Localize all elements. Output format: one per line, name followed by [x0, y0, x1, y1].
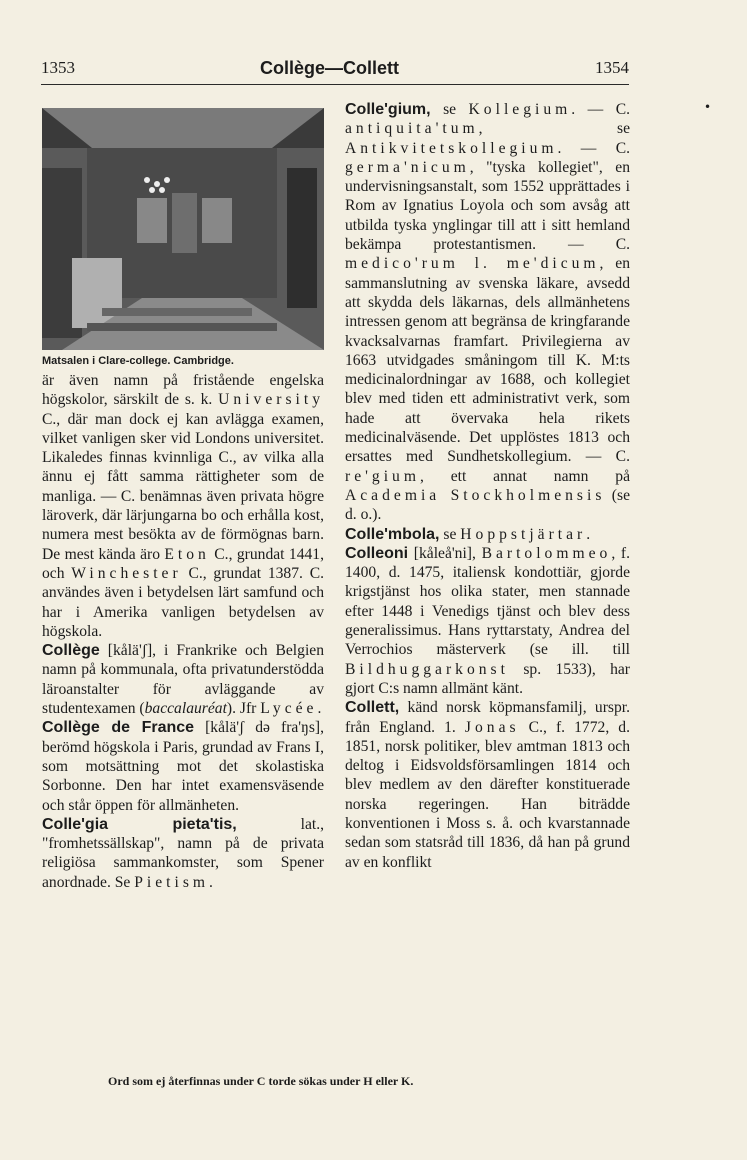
right-column	[345, 100, 630, 872]
entry-collegia-pietatis: Colle'gia pieta'tis, lat., "fromhetssällskap", namn på de privata religiösa sammankomster, som Spener anordnade. Se Pietism.	[42, 815, 324, 891]
xref-winchester: Winchester	[71, 564, 182, 582]
margin-dot: •	[704, 100, 712, 114]
entry-collegium: Colle'gium, se Kollegium. — C. antiquita'tum, se Antikvitetskollegium. — C. germa'nicum, "tyska kollegiet", en undervisningsanstalt, som 1552 upprättades i Rom av Ignatius Loyola och som avsåg att utbilda tyska ynglingar till att i sitt hemland bekämpa protestantismen. — C. medico'rum l. me'dicum, en sammanslutning av svenska läkare, avsedd att skydda dels läkarnas, dels allmänhetens intressen genom att begränsa de kringfarande kvacksalvarnas framfart. Privilegierna av 1663 utvidgades småningom till K. M:ts medicinalordningar av 1688, och kollegiet blev med tiden ett administrativt verk, som hade att övervaka hela rikets medicinalväsende. Det upplöstes 1813 och ersattes med Sundhetskollegium. — C. re'gium, ett annat namn på Academia Stockholmensis (se d. o.).	[345, 101, 630, 524]
xref-pietism[interactable]: Pietism	[134, 873, 210, 891]
xref-academia[interactable]: Academia Stockholmensis	[345, 486, 606, 504]
entry-college-continued: är även namn på fristående engelska högskolor, särskilt de s. k. University C., där man dock ej kan avlägga examen, vilket vanligen sker vid Londons universitet. Likaledes finnas kvinnliga C., av vilka alla ännu ej fått samma rättigheter som de manliga. — C. benämnas även privata högre läroverk, där lärjungarna bo och erhålla kost, numera mest besökta av de förmögnas barn. De mest kända äro Eton C., grundat 1441, och Winchester C., grundat 1387. C. användes även i betydelsen lärt samfund och har i Amerika vanligen betydelsen av högskola.	[42, 372, 324, 640]
xref-lycee[interactable]: Lycée	[260, 700, 318, 718]
page-footer: Ord som ej återfinnas under C torde sökas under H eller K.	[108, 1074, 414, 1088]
headword: Collège de France	[42, 719, 195, 737]
xref-bildhuggarkonst[interactable]: Bildhuggarkonst	[345, 660, 509, 678]
headword: Colleoni	[345, 544, 409, 562]
xref-antikvitetskollegium[interactable]: Antikvitetskollegium	[345, 139, 558, 157]
left-column	[42, 100, 324, 892]
header-rule	[41, 84, 629, 85]
entry-colleoni: Colleoni [kåleå'ni], Bartolommeo, f. 1400, d. 1475, italiensk kondottiär, gjorde krigstjänst hos olika stater, men stannade efter 1448 i Venedigs tjänst och blev dess generalissimus. Hans ryttarstaty, Andrea del Verrochios mästerverk (se ill. till Bildhuggarkonst sp. 1533), har gjort C:s namn allmänt känt.	[345, 544, 631, 697]
xref-eton: Eton	[164, 545, 210, 563]
hall-illustration	[42, 108, 324, 350]
entry-collembola: Colle'mbola, se Hoppstjärtar.	[345, 525, 591, 543]
entry-college-de-france: Collège de France [kålä'ʃ də fra'ŋs], berömd högskola i Paris, grundad av Frans I, som motsättning mot det skolastiska Sorbonne. Den har intet examensväsende och står öppen för allmänheten.	[42, 719, 324, 814]
page-title: Collège—Collett	[260, 58, 400, 78]
xref-university[interactable]: University	[218, 391, 324, 409]
headword: Collège	[42, 642, 100, 660]
figure-caption: Matsalen i Clare-college. Cambridge.	[42, 355, 234, 367]
headword: Colle'gium,	[345, 101, 431, 118]
entry-collett: Collett, känd norsk köpmansfamilj, urspr. från England. 1. Jonas C., f. 1772, d. 1851, norsk politiker, blev amtman 1813 och deltog i Eidsvoldsförsamlingen 1814 och blev medlem av den därefter konstituerade norska regeringen. Han biträdde konventionen i Moss s. å. och kvarstannade sedan som statsråd till 1836, då han på grund av en konflikt	[345, 699, 630, 871]
headword: Collett,	[345, 699, 400, 717]
headword: Colle'mbola,	[345, 525, 440, 543]
page-number-left: 1353	[41, 58, 75, 77]
xref-hoppstjartar[interactable]: Hoppstjärtar	[460, 525, 587, 543]
xref-kollegium[interactable]: Kollegium	[468, 101, 572, 118]
page-number-right: 1354	[595, 58, 629, 77]
headword: Colle'gia pieta'tis,	[42, 815, 237, 833]
entry-college-fr: Collège [kålä'ʃ], i Frankrike och Belgien namn på kommunala, ofta privatunderstödda läroanstalter för avläggande av studentexamen (baccalauréat). Jfr Lycée.	[42, 642, 324, 718]
